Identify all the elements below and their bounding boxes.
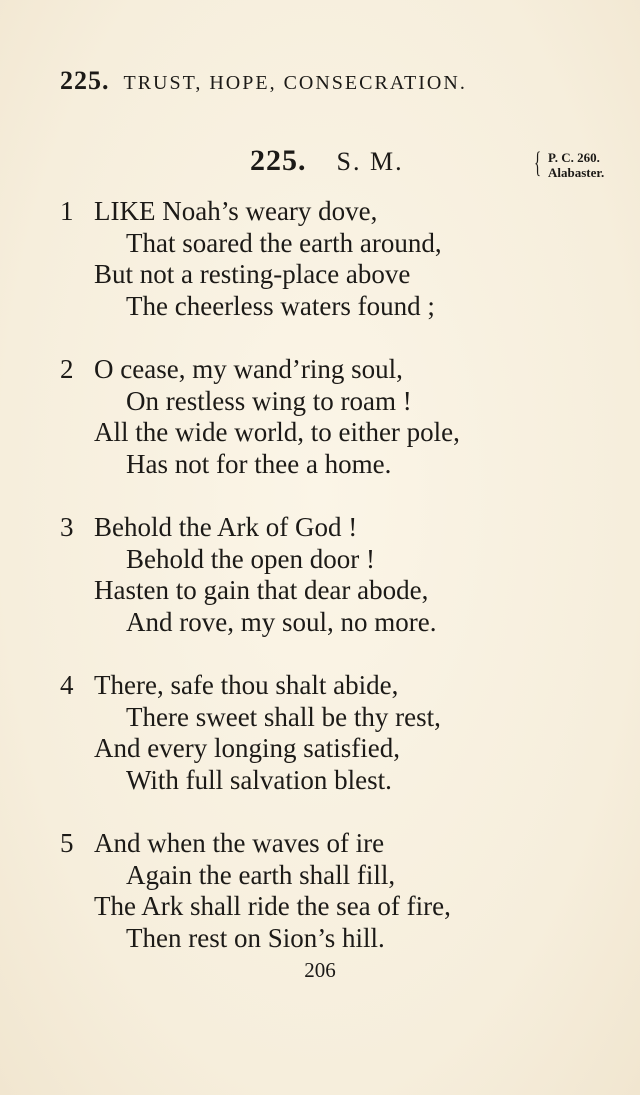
verse-line: There sweet shall be thy rest, <box>126 701 441 732</box>
hymn-meter: S. M. <box>336 147 404 176</box>
stanza-number: 1 <box>60 196 74 226</box>
running-head-number: 225. <box>60 66 110 95</box>
verse-line: The cheerless waters found ; <box>126 290 435 321</box>
stanza-5 <box>60 828 620 954</box>
stanza-number: 5 <box>60 828 74 858</box>
stanza-4 <box>60 670 620 796</box>
stanza-1 <box>60 196 620 322</box>
verse-line: Behold the Ark of God ! <box>94 512 358 542</box>
verse-line: Behold the open door ! <box>126 543 375 574</box>
verse-line: And rove, my soul, no more. <box>126 606 437 637</box>
verse-line: But not a resting-place above <box>94 259 411 289</box>
verse-line: Hasten to gain that dear abode, <box>94 575 429 605</box>
page-number: 206 <box>304 958 336 982</box>
verse-line: O cease, my wand’ring soul, <box>94 354 403 384</box>
stanza-3 <box>60 512 620 638</box>
running-head <box>60 66 600 96</box>
verse-line: And when the waves of ire <box>94 828 385 858</box>
tune-references <box>534 146 634 180</box>
tune-name: Alabaster. <box>548 165 605 180</box>
verse-line: All the wide world, to either pole, <box>94 417 460 447</box>
brace-icon: { <box>534 146 542 179</box>
hymn-number: 225. <box>250 144 307 177</box>
verse-line: The Ark shall ride the sea of fire, <box>94 891 451 921</box>
verse-line: Again the earth shall fill, <box>126 859 396 890</box>
stanza-number: 4 <box>60 670 74 700</box>
running-head-title: TRUST, HOPE, CONSECRATION. <box>123 72 467 94</box>
verse-line: Has not for thee a home. <box>126 448 392 479</box>
stanzas <box>60 196 620 986</box>
stanza-number: 2 <box>60 354 74 384</box>
verse-line: On restless wing to roam ! <box>126 385 412 416</box>
verse-line: And every longing satisfied, <box>94 733 400 763</box>
verse-line: There, safe thou shalt abide, <box>94 670 399 700</box>
verse-line: LIKE Noah’s weary dove, <box>94 196 378 226</box>
stanza-2 <box>60 354 620 480</box>
verse-line: That soared the earth around, <box>126 227 442 258</box>
verse-line: Then rest on Sion’s hill. <box>126 922 385 953</box>
verse-line: With full salvation blest. <box>126 764 392 795</box>
tune-reference: P. C. 260. <box>548 150 600 165</box>
stanza-number: 3 <box>60 512 74 542</box>
